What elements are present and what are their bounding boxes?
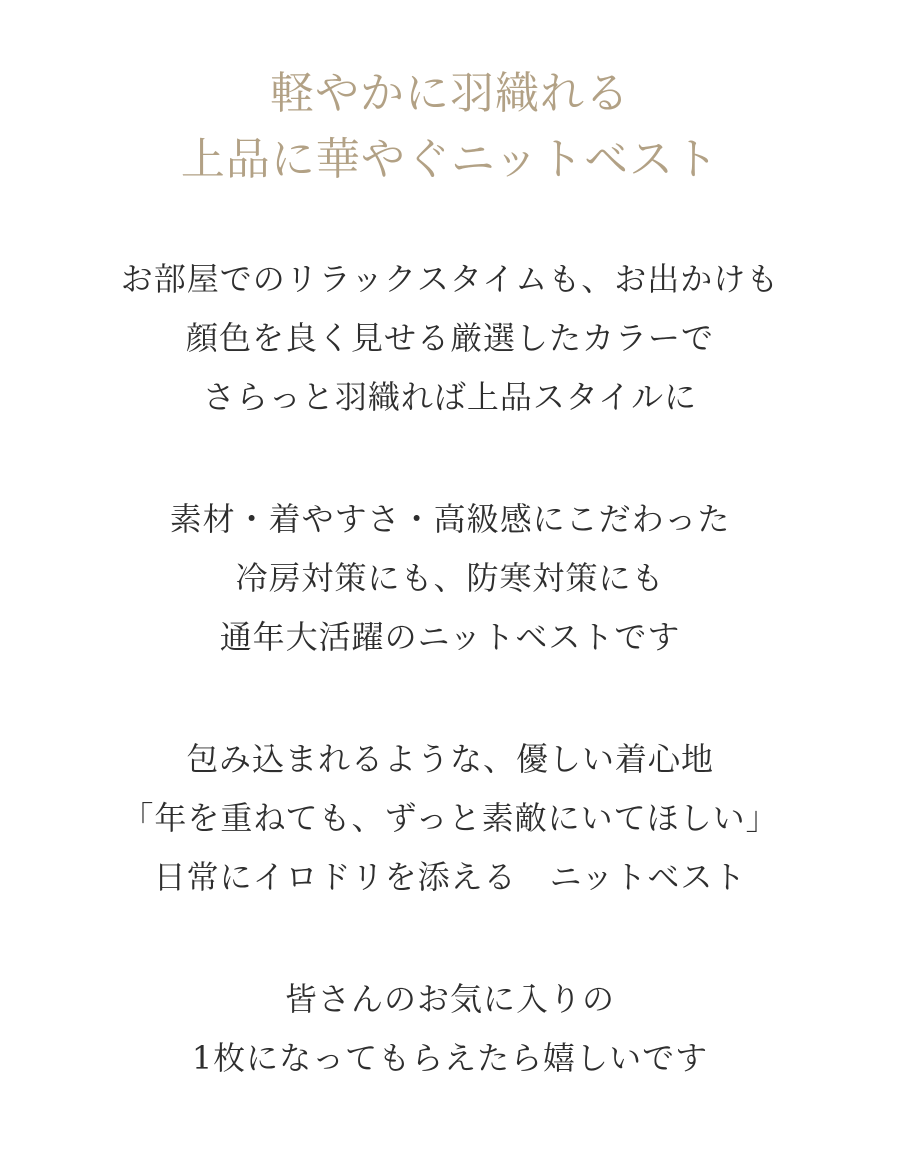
paragraph-3-line-3: 日常にイロドリを添える ニットベスト (153, 858, 747, 896)
paragraph-2 (0, 490, 900, 667)
paragraph-4-line-1: 皆さんのお気に入りの (284, 980, 615, 1018)
title-line-2: 上品に華やぐニットベスト (180, 134, 720, 185)
paragraph-1-line-2: 顔色を良く見せる厳選したカラーで (185, 319, 714, 357)
paragraph-1 (0, 250, 900, 427)
paragraph-1-line-1: お部屋でのリラックスタイムも、お出かけも (120, 260, 780, 298)
title-line-1: 軽やかに羽織れる (270, 68, 630, 119)
body-copy (0, 250, 900, 1088)
paragraph-4 (0, 970, 900, 1088)
paragraph-3 (0, 730, 900, 907)
paragraph-3-line-2: 「年を重ねても、ずっと素敵にいてほしい」 (121, 799, 779, 837)
paragraph-4-line-2: 1枚になってもらえたら嬉しいです (191, 1039, 709, 1077)
paragraph-1-line-3: さらっと羽織れば上品スタイルに (202, 378, 698, 416)
paragraph-2-line-3: 通年大活躍のニットベストです (219, 618, 681, 656)
paragraph-2-line-2: 冷房対策にも、防寒対策にも (235, 559, 665, 597)
page-title (0, 0, 900, 193)
paragraph-3-line-1: 包み込まれるような、優しい着心地 (185, 740, 714, 778)
paragraph-2-line-1: 素材・着やすさ・高級感にこだわった (169, 500, 731, 538)
